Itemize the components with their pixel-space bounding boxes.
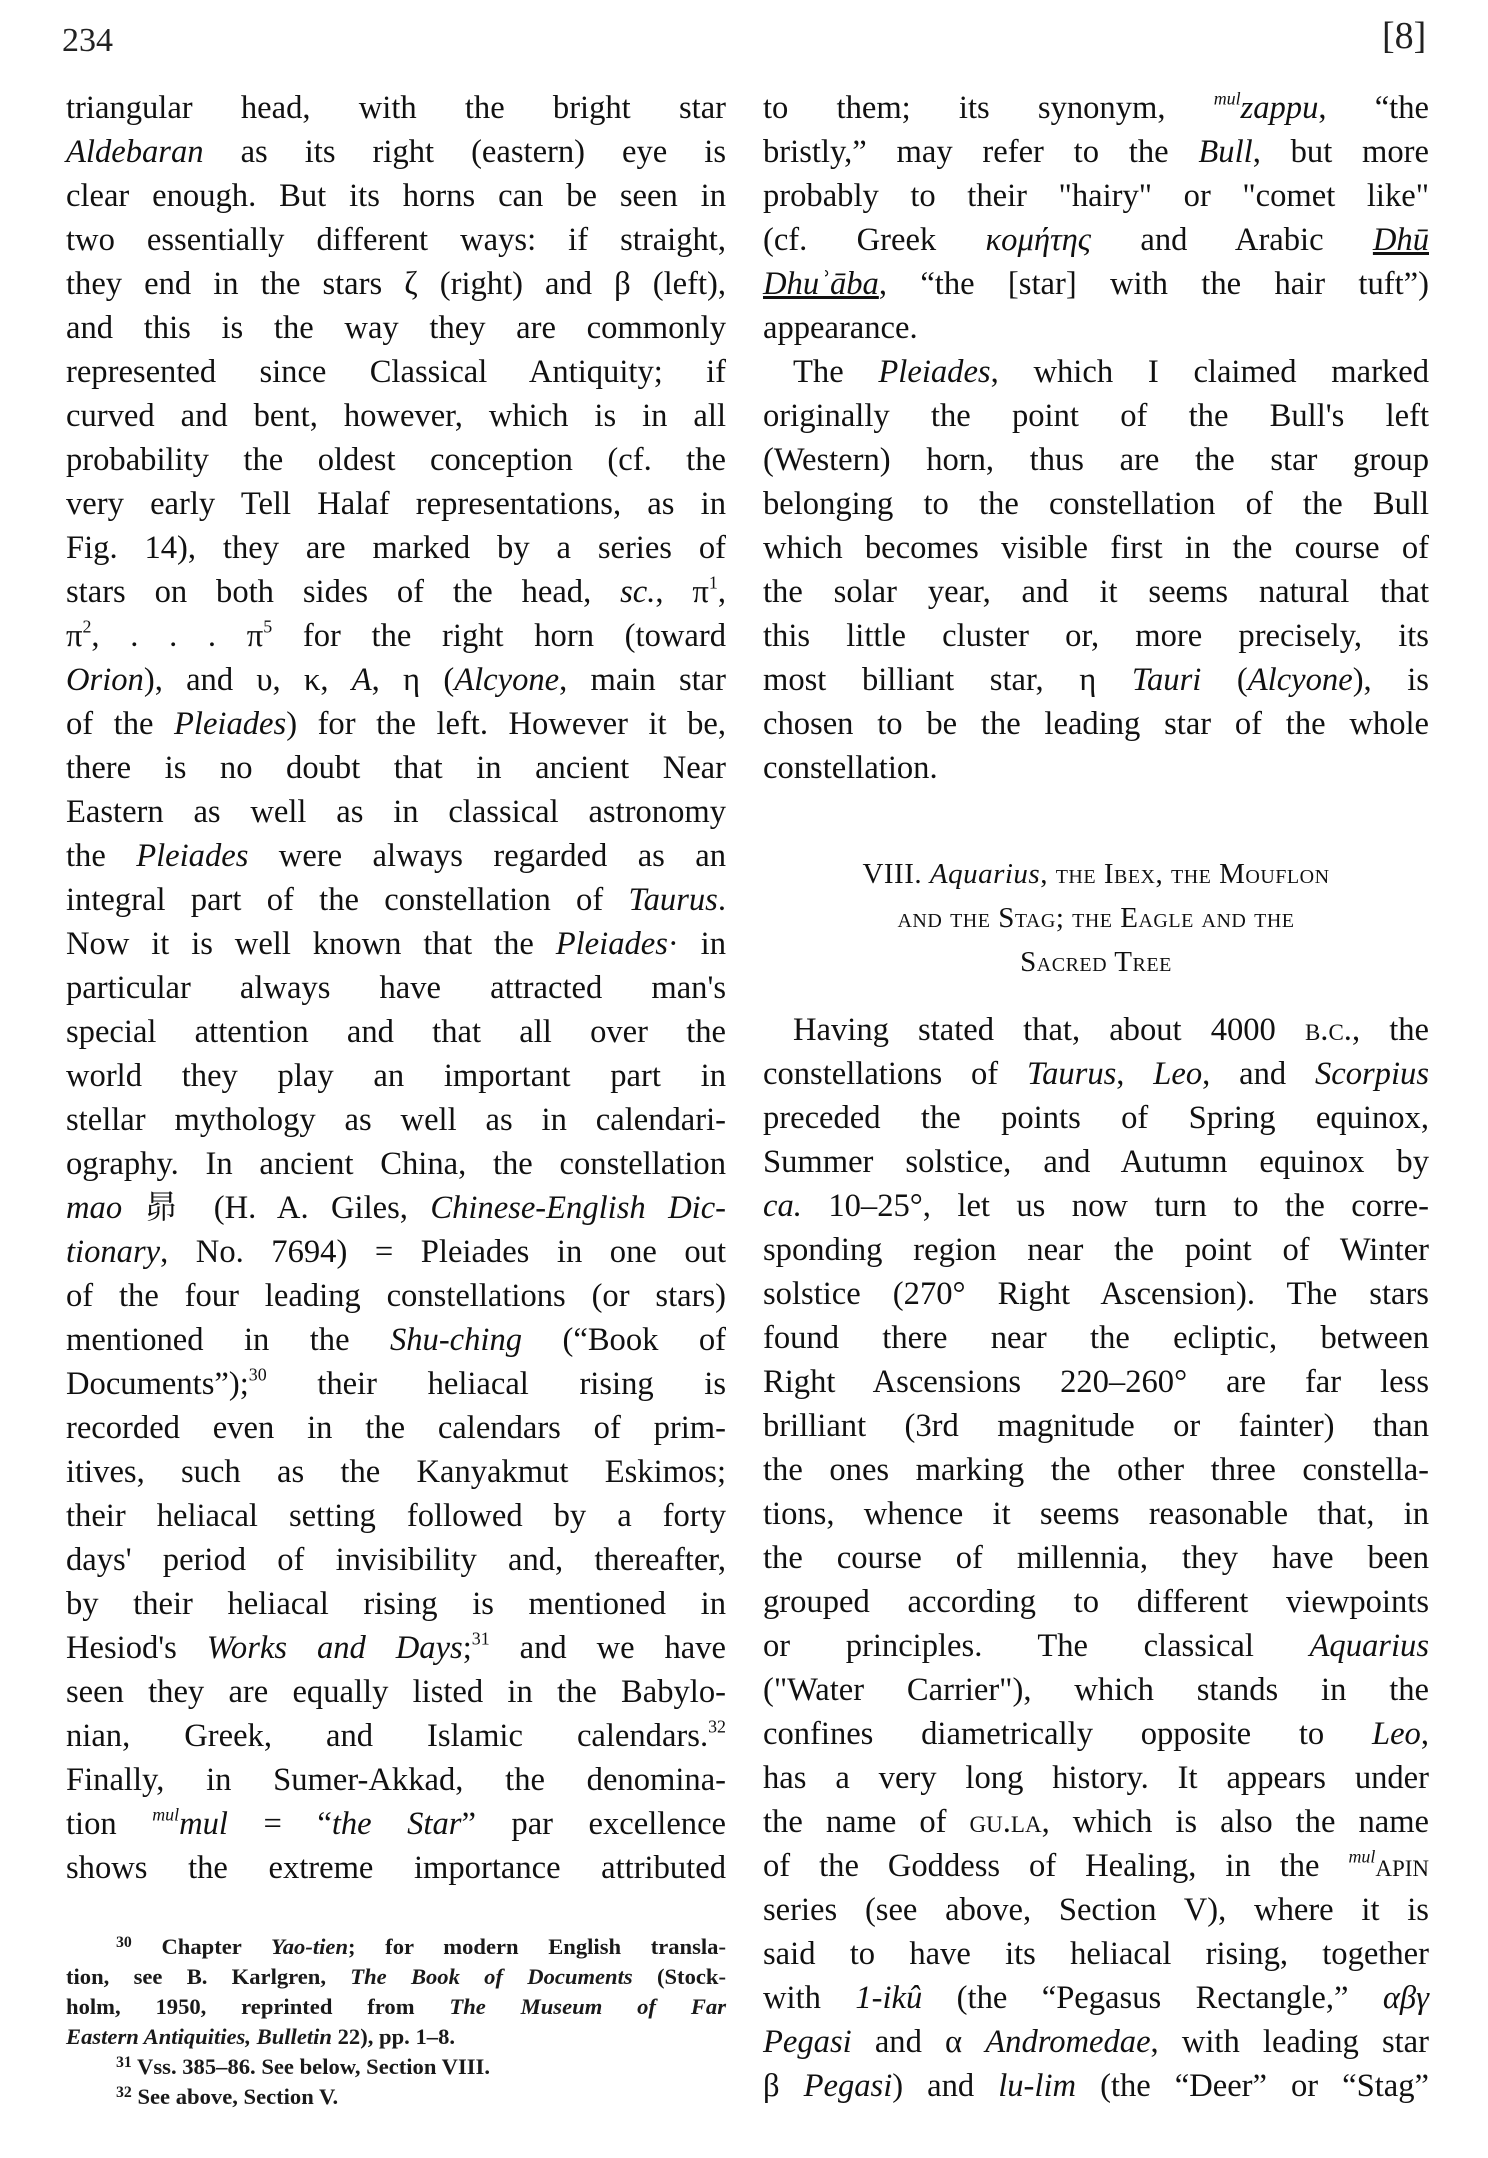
text-line: tion $^{mul}$mul = “the Star” par excellence	[66, 1804, 726, 1842]
text-line: constellations of Taurus, Leo, and Scorpius	[763, 1056, 1429, 1092]
footnote-line: holm, 1950, reprinted from The Museum of Far	[66, 1994, 726, 2019]
page-marker: [8]	[1382, 15, 1427, 57]
text-line: this little cluster or, more precisely, its	[763, 618, 1429, 654]
text-line: grouped according to different viewpoints	[763, 1584, 1429, 1620]
text-line: of the four leading constellations (or stars)	[66, 1278, 726, 1314]
text-line: mentioned in the Shu-ching (“Book of	[66, 1322, 726, 1358]
text-line: nian, Greek, and Islamic calendars.$^{32}$	[66, 1716, 726, 1754]
text-line: with 1-ikû (the “Pegasus Rectangle,” αβγ	[763, 1980, 1429, 2016]
text-line: Documents”);$^{30}$ their heliacal rising is	[66, 1364, 726, 1402]
text-line: Having stated that, about 4000 b.c., the	[793, 1012, 1429, 1048]
text-line: said to have its heliacal rising, together	[763, 1936, 1429, 1972]
right-column	[763, 86, 1429, 2108]
text-line: $\pi^2$, . . . $\pi^5$ for the right horn (toward	[66, 616, 726, 654]
text-line: stellar mythology as well as in calendari-	[66, 1102, 726, 1138]
heading-line: VIII. Aquarius, the Ibex, the Mouflon	[862, 858, 1330, 890]
footnote-line: tion, see B. Karlgren, The Book of Documents (Stock-	[66, 1964, 726, 1989]
text-line: found there near the ecliptic, between	[763, 1320, 1429, 1356]
text-line: world they play an important part in	[66, 1058, 726, 1094]
text-line: Dhuʾāba, “the [star] with the hair tuft”)	[763, 266, 1429, 302]
text-line: recorded even in the calendars of prim-	[66, 1410, 726, 1446]
text-line: very early Tell Halaf representations, as in	[66, 486, 726, 522]
text-line: seen they are equally listed in the Babylo-	[66, 1674, 726, 1710]
text-line: tions, whence it seems reasonable that, in	[763, 1496, 1429, 1532]
text-line: represented since Classical Antiquity; if	[66, 354, 726, 390]
text-line: particular always have attracted man's	[66, 970, 726, 1006]
footnote-31: $^{31}$ Vss. 385–86. See below, Section VIII.	[116, 2053, 491, 2079]
heading-line: Sacred Tree	[1020, 946, 1172, 978]
footnote-32: $^{32}$ See above, Section V.	[116, 2083, 339, 2109]
footnote-30: $^{30}$ Chapter Yao-tien; for modern English transla-	[116, 1933, 726, 1959]
text-line: integral part of the constellation of Taurus.	[66, 882, 726, 918]
text-line: special attention and that all over the	[66, 1014, 726, 1050]
text-line: to them; its synonym, $^{mul}$zappu, “the	[763, 88, 1429, 126]
text-line: The Pleiades, which I claimed marked	[793, 354, 1429, 390]
heading-line: and the Stag; the Eagle and the	[897, 902, 1295, 934]
text-line: Fig. 14), they are marked by a series of	[66, 530, 726, 566]
text-line: they end in the stars ζ (right) and β (left),	[66, 266, 726, 302]
footnote-ref[interactable]: 32	[708, 1716, 726, 1737]
text-line: the Pleiades were always regarded as an	[66, 838, 726, 874]
text-line: constellation.	[763, 750, 938, 786]
text-line: mao 昴 (H. A. Giles, Chinese-English Dic-	[66, 1190, 726, 1226]
text-line: Summer solstice, and Autumn equinox by	[763, 1144, 1429, 1180]
text-line: days' period of invisibility and, thereafter,	[66, 1542, 726, 1578]
footnote-line: Eastern Antiquities, Bulletin 22), pp. 1–8.	[66, 2024, 456, 2049]
footnotes	[66, 1932, 726, 2112]
text-line: which becomes visible first in the course of	[763, 530, 1429, 566]
text-line: Pegasi and α Andromedae, with leading star	[763, 2024, 1429, 2060]
text-line: the solar year, and it seems natural that	[763, 574, 1429, 610]
text-line: stars on both sides of the head, sc., $\pi^1$,	[66, 572, 726, 610]
text-line: there is no doubt that in ancient Near	[66, 750, 726, 786]
text-line: probably to their "hairy" or "comet like"	[763, 178, 1429, 214]
text-line: belonging to the constellation of the Bull	[763, 486, 1429, 522]
text-line: of the Goddess of Healing, in the $^{mul}$apin	[763, 1846, 1429, 1884]
text-line: clear enough. But its horns can be seen in	[66, 178, 726, 214]
text-line: or principles. The classical Aquarius	[763, 1628, 1429, 1664]
text-line: of the Pleiades) for the left. However it be,	[66, 706, 726, 742]
text-line: chosen to be the leading star of the whole	[763, 706, 1429, 742]
text-line: tionary, No. 7694) = Pleiades in one out	[66, 1234, 726, 1270]
text-line: ("Water Carrier"), which stands in the	[763, 1672, 1429, 1708]
left-column	[66, 86, 726, 1890]
text-line: solstice (270° Right Ascension). The stars	[763, 1276, 1429, 1312]
text-line: confines diametrically opposite to Leo,	[763, 1716, 1429, 1752]
text-line: β Pegasi) and lu-lim (the “Deer” or “Stag”	[763, 2068, 1429, 2104]
text-line: by their heliacal rising is mentioned in	[66, 1586, 726, 1622]
page-number: 234	[62, 22, 113, 59]
footnote-ref[interactable]: 31	[471, 1628, 490, 1649]
text-line: the course of millennia, they have been	[763, 1540, 1429, 1576]
text-line: shows the extreme importance attributed	[66, 1850, 726, 1886]
text-line: and this is the way they are commonly	[66, 310, 726, 346]
text-line: brilliant (3rd magnitude or fainter) than	[763, 1408, 1429, 1444]
text-line: originally the point of the Bull's left	[763, 398, 1429, 434]
text-line: bristly,” may refer to the Bull, but more	[763, 134, 1429, 170]
section-heading	[763, 852, 1429, 984]
text-line: itives, such as the Kanyakmut Eskimos;	[66, 1454, 726, 1490]
text-line: two essentially different ways: if straight,	[66, 222, 726, 258]
text-line: Eastern as well as in classical astronomy	[66, 794, 726, 830]
text-line: (cf. Greek κομήτης and Arabic Dhū	[763, 222, 1429, 258]
text-line: ca. 10–25°, let us now turn to the corre-	[763, 1188, 1429, 1224]
text-line: has a very long history. It appears under	[763, 1760, 1429, 1796]
text-line: Aldebaran as its right (eastern) eye is	[66, 134, 726, 170]
text-line: triangular head, with the bright star	[66, 90, 726, 126]
text-line: the name of gu.la, which is also the name	[763, 1804, 1429, 1840]
text-line: the ones marking the other three constella-	[763, 1452, 1429, 1488]
text-line: Finally, in Sumer-Akkad, the denomina-	[66, 1762, 726, 1798]
footnote-ref[interactable]: 30	[248, 1364, 267, 1385]
text-line: ography. In ancient China, the constellation	[66, 1146, 726, 1182]
text-line: (Western) horn, thus are the star group	[763, 442, 1429, 478]
text-line: Hesiod's Works and Days;$^{31}$ and we have	[66, 1628, 726, 1666]
text-line: most billiant star, η Tauri (Alcyone), is	[763, 662, 1429, 698]
text-line: preceded the points of Spring equinox,	[763, 1100, 1429, 1136]
text-line: their heliacal setting followed by a forty	[66, 1498, 726, 1534]
text-line: sponding region near the point of Winter	[763, 1232, 1429, 1268]
text-line: curved and bent, however, which is in all	[66, 398, 726, 434]
text-line: probability the oldest conception (cf. the	[66, 442, 726, 478]
text-line: Orion), and υ, κ, A, η (Alcyone, main star	[66, 662, 726, 698]
text-line: appearance.	[763, 310, 918, 346]
text-line: Now it is well known that the Pleiades· in	[66, 926, 726, 962]
text-line: series (see above, Section V), where it is	[763, 1892, 1429, 1928]
text-line: Right Ascensions 220–260° are far less	[763, 1364, 1429, 1400]
